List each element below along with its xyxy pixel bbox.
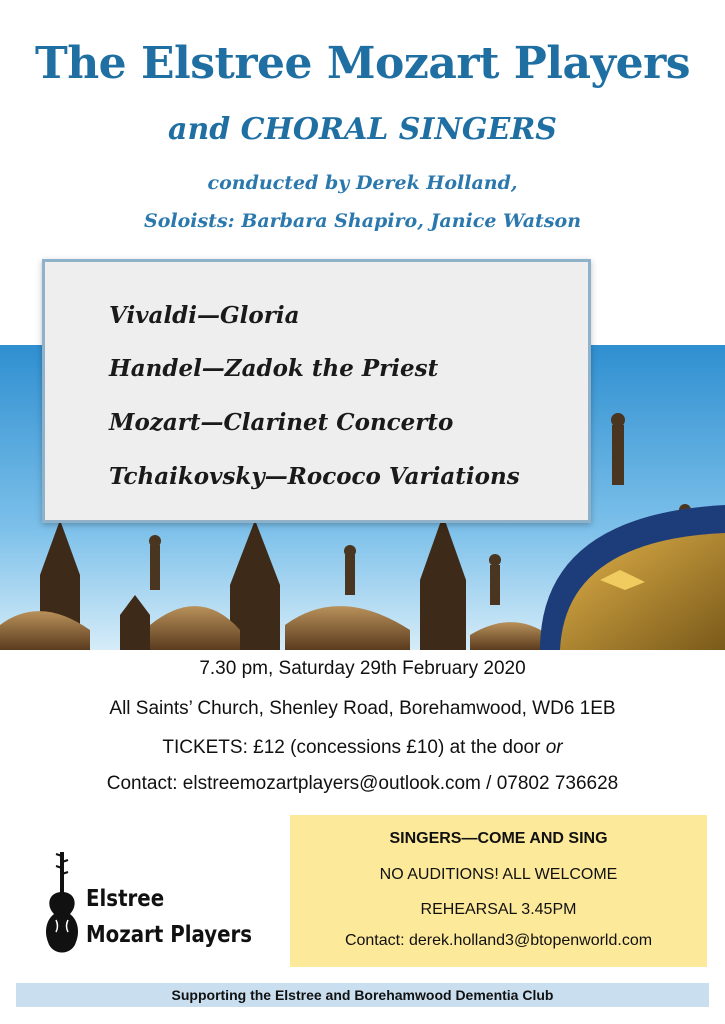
event-time-date: 7.30 pm, Saturday 29th February 2020	[199, 658, 526, 679]
singers-box	[290, 815, 707, 967]
singers-contact: Contact: derek.holland3@btopenworld.com	[344, 932, 653, 949]
footer-bar: Supporting the Elstree and Borehamwood Dementia Club	[16, 983, 709, 1007]
concert-subtitle: and CHORAL SINGERS	[168, 112, 557, 147]
soloists-line: Soloists: Barbara Shapiro, Janice Watson	[143, 210, 582, 232]
programme-item: Tchaikovsky—Rococo Variations	[109, 463, 520, 490]
tickets-or: or	[545, 737, 563, 758]
event-tickets	[0, 737, 725, 759]
programme-box	[42, 259, 591, 523]
singers-auditions: NO AUDITIONS! ALL WELCOME	[379, 866, 618, 883]
programme-item: Vivaldi—Gloria	[109, 302, 300, 329]
conductor-line: conducted by Derek Holland,	[207, 172, 518, 194]
programme-item: Handel—Zadok the Priest	[109, 355, 439, 382]
singers-rehearsal: REHEARSAL 3.45PM	[420, 901, 577, 918]
violin-icon	[42, 852, 82, 960]
logo-line1: Elstree	[86, 886, 165, 912]
event-venue: All Saints’ Church, Shenley Road, Borehamwood, WD6 1EB	[109, 698, 616, 719]
concert-title: The Elstree Mozart Players	[34, 38, 691, 89]
singers-heading: SINGERS—COME AND SING	[389, 830, 608, 847]
tickets-text: TICKETS: £12 (concessions £10) at the door	[162, 737, 546, 758]
elstree-logo	[20, 842, 280, 962]
event-contact: Contact: elstreemozartplayers@outlook.com / 07802 736628	[106, 773, 619, 794]
logo-line2: Mozart Players	[86, 922, 253, 948]
programme-item: Mozart—Clarinet Concerto	[109, 409, 454, 436]
